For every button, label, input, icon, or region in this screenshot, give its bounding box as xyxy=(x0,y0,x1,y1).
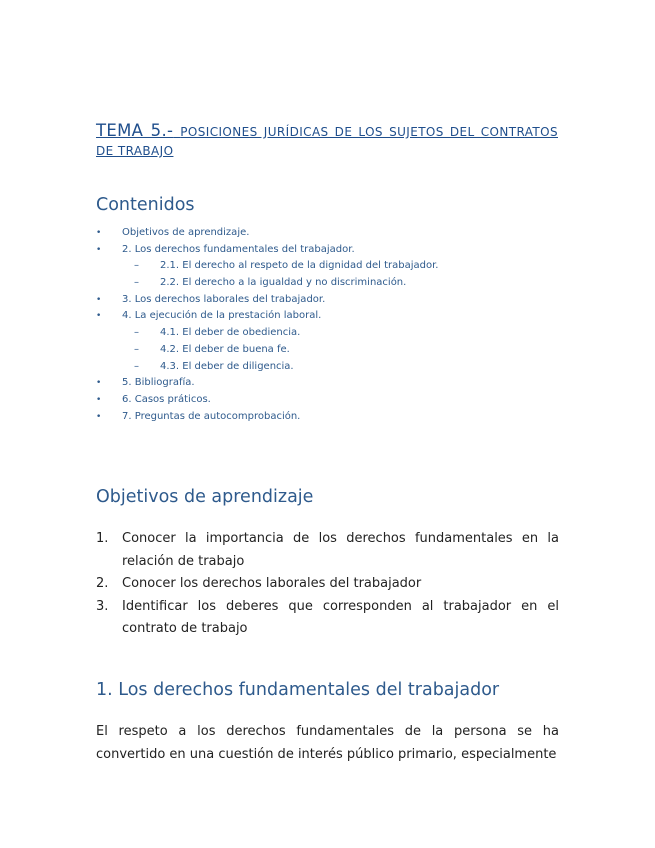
bullet-marker: • xyxy=(96,378,102,389)
dash-marker: – xyxy=(134,360,139,372)
toc-item[interactable] xyxy=(96,392,566,409)
contents-heading: Contenidos xyxy=(96,195,195,215)
objective-text: Conocer la importancia de los derechos fundamentales en la relación de trabajo xyxy=(122,531,559,569)
toc-item-label: 7. Preguntas de autocomprobación. xyxy=(122,410,301,422)
toc-item-label: 2.2. El derecho a la igualdad y no discriminación. xyxy=(160,277,407,289)
objectives-heading: Objetivos de aprendizaje xyxy=(96,487,314,507)
toc-item[interactable] xyxy=(96,325,566,342)
toc-item[interactable] xyxy=(96,292,566,309)
toc-item[interactable] xyxy=(96,409,566,426)
toc-item-label: 2. Los derechos fundamentales del trabajador. xyxy=(122,243,355,255)
objective-text: Identificar los deberes que corresponden al trabajador en el contrato de trabajo xyxy=(122,598,559,636)
toc-item[interactable] xyxy=(96,275,566,292)
title-number: TEMA 5.- xyxy=(96,121,174,140)
toc-item[interactable] xyxy=(96,225,566,242)
objective-item xyxy=(96,573,559,596)
section-1-heading: 1. Los derechos fundamentales del trabajador xyxy=(96,680,500,700)
bullet-marker: • xyxy=(96,228,102,238)
toc-item-label: 4. La ejecución de la prestación laboral. xyxy=(122,310,322,322)
objective-number: 1. xyxy=(96,531,109,546)
toc-item-label: 4.3. El deber de diligencia. xyxy=(160,360,294,372)
document-title xyxy=(96,122,558,160)
toc-item[interactable] xyxy=(96,258,566,275)
bullet-marker: • xyxy=(96,294,102,305)
dash-marker: – xyxy=(134,277,139,289)
toc-item[interactable] xyxy=(96,308,566,325)
toc-item-label: 4.1. El deber de obediencia. xyxy=(160,327,301,339)
toc-item[interactable] xyxy=(96,359,566,376)
dash-marker: – xyxy=(134,260,139,272)
toc-item-label: 3. Los derechos laborales del trabajador. xyxy=(122,293,326,305)
bullet-marker: • xyxy=(96,411,102,422)
bullet-marker: • xyxy=(96,394,102,405)
toc-item[interactable] xyxy=(96,242,566,259)
objective-number: 2. xyxy=(96,576,109,591)
objective-item xyxy=(96,528,559,573)
toc-item-label: Objetivos de aprendizaje. xyxy=(122,227,250,238)
dash-marker: – xyxy=(134,327,139,339)
toc-item-label: 4.2. El deber de buena fe. xyxy=(160,343,290,355)
toc-item-label: 6. Casos práticos. xyxy=(122,393,211,405)
bullet-marker: • xyxy=(96,311,102,322)
title-text: POSICIONES JURÍDICAS DE LOS SUJETOS DEL CONTRATOS DE TRABAJO xyxy=(96,125,558,158)
toc-item[interactable] xyxy=(96,375,566,392)
toc-item[interactable] xyxy=(96,342,566,359)
section-1-paragraph: El respeto a los derechos fundamentales de la persona se ha convertido en una cuestión de interés público primario, especialmente xyxy=(96,724,559,762)
objective-number: 3. xyxy=(96,598,109,614)
table-of-contents xyxy=(96,225,566,425)
toc-item-label: 5. Bibliografía. xyxy=(122,377,195,389)
dash-marker: – xyxy=(134,343,139,355)
bullet-marker: • xyxy=(96,244,102,255)
objective-text: Conocer los derechos laborales del trabajador xyxy=(122,576,422,591)
toc-item-label: 2.1. El derecho al respeto de la dignidad del trabajador. xyxy=(160,260,439,272)
objective-item xyxy=(96,596,559,641)
objectives-list xyxy=(96,528,559,641)
